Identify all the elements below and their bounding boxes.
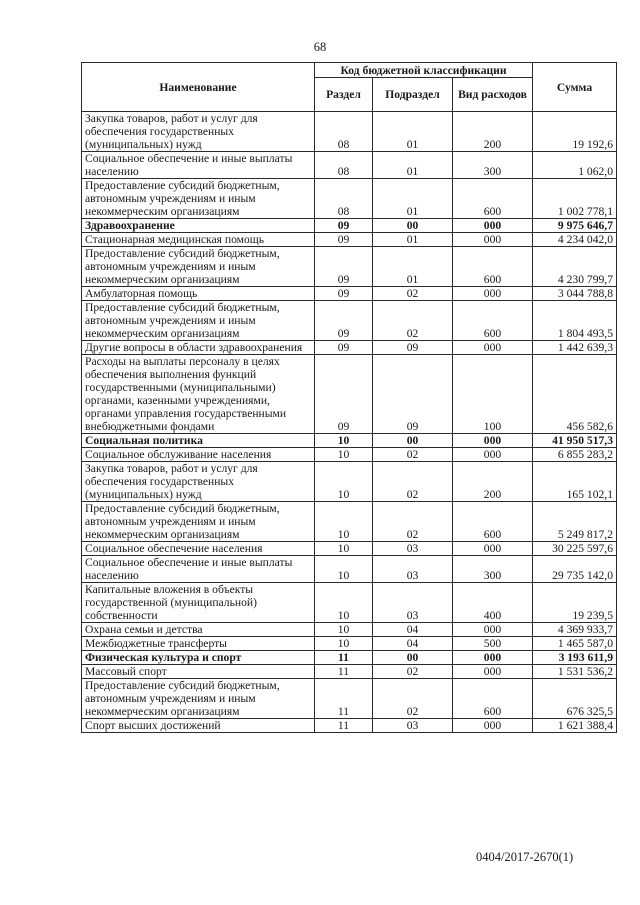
table-row xyxy=(82,637,617,651)
table-row xyxy=(82,502,617,542)
table-row xyxy=(82,247,617,287)
cell-subsection: 09 xyxy=(373,355,453,434)
cell-subsection: 04 xyxy=(373,637,453,651)
table-row xyxy=(82,219,617,233)
cell-expense-type: 600 xyxy=(453,301,533,341)
table-body xyxy=(82,112,617,733)
column-header-amount: Сумма xyxy=(533,63,617,112)
page-number: 68 xyxy=(313,40,327,54)
cell-amount: 4 369 933,7 xyxy=(533,623,617,637)
cell-section: 09 xyxy=(315,247,373,287)
cell-section: 08 xyxy=(315,179,373,219)
cell-expense-type: 000 xyxy=(453,219,533,233)
cell-subsection: 03 xyxy=(373,719,453,733)
table-row xyxy=(82,448,617,462)
cell-expense-type: 200 xyxy=(453,112,533,152)
cell-name: Физическая культура и спорт xyxy=(82,651,315,665)
cell-name: Закупка товаров, работ и услуг для обеспечения государственных (муниципальных) нужд xyxy=(82,462,315,502)
cell-name: Стационарная медицинская помощь xyxy=(82,233,315,247)
cell-expense-type: 600 xyxy=(453,247,533,287)
cell-expense-type: 600 xyxy=(453,502,533,542)
cell-expense-type: 000 xyxy=(453,719,533,733)
cell-name: Предоставление субсидий бюджетным, автономным учреждениям и иным некоммерческим организациям xyxy=(82,247,315,287)
cell-expense-type: 000 xyxy=(453,233,533,247)
cell-subsection: 01 xyxy=(373,233,453,247)
column-header-code-group: Код бюджетной классификации xyxy=(315,63,533,78)
cell-name: Закупка товаров, работ и услуг для обеспечения государственных (муниципальных) нужд xyxy=(82,112,315,152)
cell-amount: 3 044 788,8 xyxy=(533,287,617,301)
cell-amount: 29 735 142,0 xyxy=(533,556,617,583)
cell-name: Охрана семьи и детства xyxy=(82,623,315,637)
cell-amount: 1 621 388,4 xyxy=(533,719,617,733)
cell-subsection: 02 xyxy=(373,448,453,462)
cell-section: 10 xyxy=(315,434,373,448)
cell-name: Предоставление субсидий бюджетным, автономным учреждениям и иным некоммерческим организациям xyxy=(82,179,315,219)
cell-expense-type: 600 xyxy=(453,679,533,719)
table-row xyxy=(82,355,617,434)
budget-table xyxy=(81,62,617,733)
cell-subsection: 00 xyxy=(373,651,453,665)
cell-subsection: 02 xyxy=(373,502,453,542)
cell-subsection: 03 xyxy=(373,542,453,556)
cell-section: 09 xyxy=(315,233,373,247)
cell-expense-type: 300 xyxy=(453,556,533,583)
cell-subsection: 00 xyxy=(373,434,453,448)
cell-subsection: 09 xyxy=(373,341,453,355)
cell-amount: 1 002 778,1 xyxy=(533,179,617,219)
cell-expense-type: 000 xyxy=(453,542,533,556)
cell-subsection: 04 xyxy=(373,623,453,637)
table-row xyxy=(82,665,617,679)
cell-amount: 6 855 283,2 xyxy=(533,448,617,462)
cell-amount: 165 102,1 xyxy=(533,462,617,502)
table-row xyxy=(82,462,617,502)
cell-amount: 1 465 587,0 xyxy=(533,637,617,651)
cell-amount: 19 239,5 xyxy=(533,583,617,623)
cell-name: Социальная политика xyxy=(82,434,315,448)
table-row xyxy=(82,434,617,448)
table-row xyxy=(82,179,617,219)
cell-expense-type: 000 xyxy=(453,651,533,665)
cell-expense-type: 000 xyxy=(453,448,533,462)
cell-subsection: 02 xyxy=(373,301,453,341)
cell-expense-type: 500 xyxy=(453,637,533,651)
cell-subsection: 00 xyxy=(373,219,453,233)
cell-section: 08 xyxy=(315,112,373,152)
table-row xyxy=(82,287,617,301)
cell-section: 10 xyxy=(315,637,373,651)
table-row xyxy=(82,651,617,665)
cell-expense-type: 000 xyxy=(453,341,533,355)
cell-amount: 676 325,5 xyxy=(533,679,617,719)
cell-name: Социальное обеспечение населения xyxy=(82,542,315,556)
table-row xyxy=(82,233,617,247)
cell-amount: 5 249 817,2 xyxy=(533,502,617,542)
cell-section: 10 xyxy=(315,583,373,623)
cell-name: Предоставление субсидий бюджетным, автономным учреждениям и иным некоммерческим организациям xyxy=(82,502,315,542)
cell-section: 11 xyxy=(315,719,373,733)
column-header-expense-type: Вид расходов xyxy=(453,78,533,112)
cell-subsection: 02 xyxy=(373,462,453,502)
cell-section: 09 xyxy=(315,287,373,301)
table-row xyxy=(82,679,617,719)
cell-name: Спорт высших достижений xyxy=(82,719,315,733)
column-header-subsection: Подраздел xyxy=(373,78,453,112)
table-row xyxy=(82,301,617,341)
table-row xyxy=(82,341,617,355)
cell-name: Социальное обеспечение и иные выплаты населению xyxy=(82,556,315,583)
cell-section: 09 xyxy=(315,301,373,341)
document-code: 0404/2017-2670(1) xyxy=(476,850,574,864)
cell-expense-type: 200 xyxy=(453,462,533,502)
cell-name: Капитальные вложения в объекты государственной (муниципальной) собственности xyxy=(82,583,315,623)
cell-subsection: 03 xyxy=(373,556,453,583)
cell-amount: 30 225 597,6 xyxy=(533,542,617,556)
cell-name: Предоставление субсидий бюджетным, автономным учреждениям и иным некоммерческим организациям xyxy=(82,679,315,719)
cell-subsection: 02 xyxy=(373,287,453,301)
cell-section: 11 xyxy=(315,651,373,665)
table-row xyxy=(82,556,617,583)
cell-subsection: 01 xyxy=(373,179,453,219)
cell-amount: 9 975 646,7 xyxy=(533,219,617,233)
table-row xyxy=(82,583,617,623)
cell-subsection: 02 xyxy=(373,665,453,679)
cell-section: 10 xyxy=(315,623,373,637)
cell-amount: 456 582,6 xyxy=(533,355,617,434)
cell-section: 08 xyxy=(315,152,373,179)
table-row xyxy=(82,542,617,556)
table-row xyxy=(82,112,617,152)
column-header-section: Раздел xyxy=(315,78,373,112)
cell-amount: 4 230 799,7 xyxy=(533,247,617,287)
cell-section: 09 xyxy=(315,219,373,233)
cell-expense-type: 100 xyxy=(453,355,533,434)
cell-name: Массовый спорт xyxy=(82,665,315,679)
cell-name: Здравоохранение xyxy=(82,219,315,233)
cell-expense-type: 300 xyxy=(453,152,533,179)
cell-subsection: 02 xyxy=(373,679,453,719)
cell-subsection: 01 xyxy=(373,112,453,152)
cell-amount: 1 442 639,3 xyxy=(533,341,617,355)
cell-section: 10 xyxy=(315,462,373,502)
table-row xyxy=(82,152,617,179)
cell-expense-type: 600 xyxy=(453,179,533,219)
cell-expense-type: 000 xyxy=(453,434,533,448)
cell-amount: 3 193 611,9 xyxy=(533,651,617,665)
cell-expense-type: 000 xyxy=(453,665,533,679)
cell-section: 09 xyxy=(315,355,373,434)
cell-section: 10 xyxy=(315,556,373,583)
cell-subsection: 01 xyxy=(373,152,453,179)
cell-amount: 4 234 042,0 xyxy=(533,233,617,247)
cell-section: 10 xyxy=(315,448,373,462)
cell-name: Предоставление субсидий бюджетным, автономным учреждениям и иным некоммерческим организациям xyxy=(82,301,315,341)
table-row xyxy=(82,719,617,733)
cell-name: Амбулаторная помощь xyxy=(82,287,315,301)
cell-amount: 41 950 517,3 xyxy=(533,434,617,448)
cell-section: 09 xyxy=(315,341,373,355)
cell-section: 11 xyxy=(315,679,373,719)
cell-name: Социальное обеспечение и иные выплаты населению xyxy=(82,152,315,179)
cell-amount: 1 531 536,2 xyxy=(533,665,617,679)
column-header-name: Наименование xyxy=(82,63,315,112)
cell-name: Межбюджетные трансферты xyxy=(82,637,315,651)
cell-section: 11 xyxy=(315,665,373,679)
cell-subsection: 03 xyxy=(373,583,453,623)
cell-amount: 1 804 493,5 xyxy=(533,301,617,341)
cell-subsection: 01 xyxy=(373,247,453,287)
cell-amount: 19 192,6 xyxy=(533,112,617,152)
cell-expense-type: 000 xyxy=(453,287,533,301)
cell-amount: 1 062,0 xyxy=(533,152,617,179)
cell-expense-type: 400 xyxy=(453,583,533,623)
cell-expense-type: 000 xyxy=(453,623,533,637)
cell-name: Расходы на выплаты персоналу в целях обеспечения выполнения функций государственными (муниципальными) органами, казенными учреждениями, органами управления государственными внебюджетными фондами xyxy=(82,355,315,434)
table-row xyxy=(82,623,617,637)
cell-section: 10 xyxy=(315,542,373,556)
cell-section: 10 xyxy=(315,502,373,542)
cell-name: Социальное обслуживание населения xyxy=(82,448,315,462)
cell-name: Другие вопросы в области здравоохранения xyxy=(82,341,315,355)
